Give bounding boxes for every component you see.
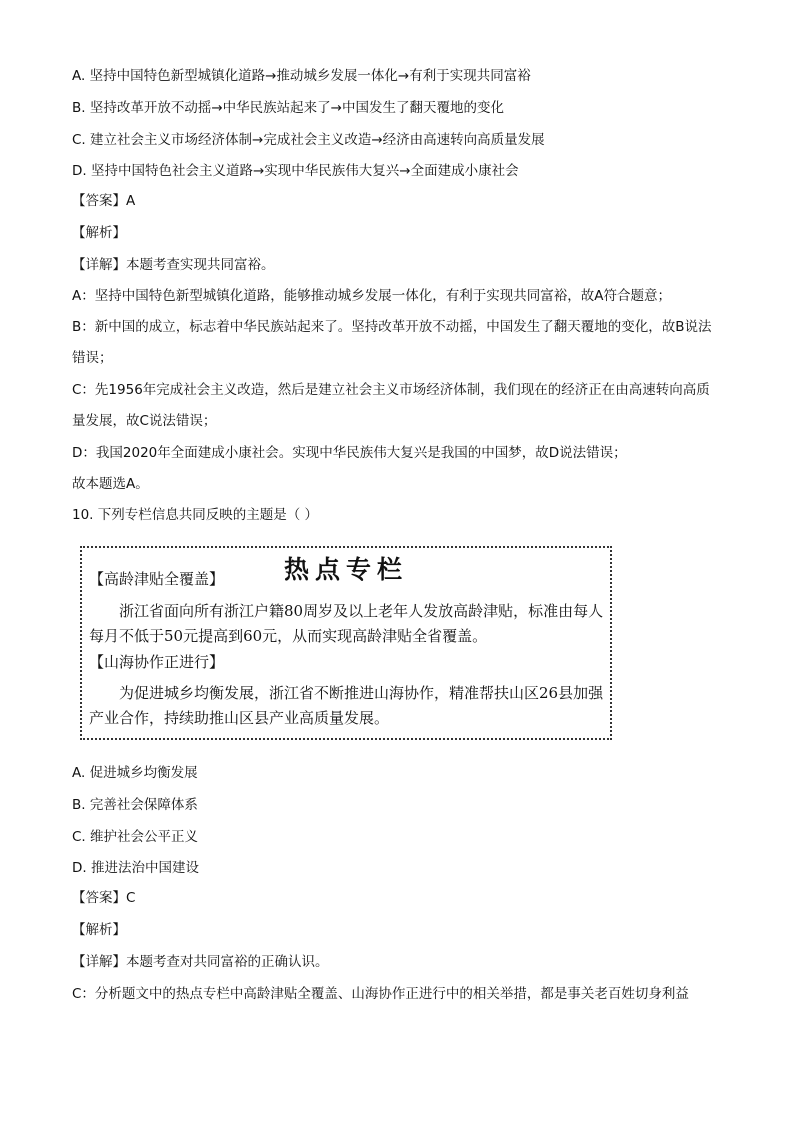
explain-a: A：坚持中国特色新型城镇化道路，能够推动城乡发展一体化，有利于实现共同富裕，故A符合题意； [72, 288, 671, 304]
q10-explain-c: C：分析题文中的热点专栏中高龄津贴全覆盖、山海协作正进行中的相关举措，都是事关老百姓切身利益 [72, 986, 689, 1002]
answer-label: 【答案】A [72, 193, 136, 209]
hot-topic-box [80, 546, 612, 740]
q10-option-d: D. 推进法治中国建设 [72, 860, 199, 876]
explain-b: B：新中国的成立，标志着中华民族站起来了。坚持改革开放不动摇，中国发生了翻天覆地的变化，故B说法错误； [72, 319, 712, 366]
detail-text: 【详解】本题考查实现共同富裕。 [72, 257, 275, 273]
hot-topic-title: 热点专栏 [283, 555, 408, 584]
hot-heading-collaboration: 【山海协作正进行】 [89, 653, 225, 671]
q10-analysis-label: 【解析】 [72, 922, 126, 938]
hot-para-collaboration: 为促进城乡均衡发展，浙江省不断推进山海协作，精准帮扶山区26县加强产业合作，持续助推山区县产业高质量发展。 [89, 684, 604, 727]
question-10-stem: 10. 下列专栏信息共同反映的主题是（ ） [72, 507, 319, 523]
analysis-label: 【解析】 [72, 225, 126, 241]
conclusion-text: 故本题选A。 [72, 476, 149, 492]
hot-heading-subsidy: 【高龄津贴全覆盖】 [89, 570, 225, 588]
explain-c: C：先1956年完成社会主义改造，然后是建立社会主义市场经济体制，我们现在的经济正在由高速转向高质量发展，故C说法错误； [72, 382, 710, 429]
q10-option-c: C. 维护社会公平正义 [72, 829, 199, 845]
option-d: D. 坚持中国特色社会主义道路→实现中华民族伟大复兴→全面建成小康社会 [72, 163, 519, 179]
hot-para-subsidy: 浙江省面向所有浙江户籍80周岁及以上老年人发放高龄津贴，标准由每人每月不低于50元提高到60元，从而实现高龄津贴全省覆盖。 [89, 602, 604, 645]
q10-option-b: B. 完善社会保障体系 [72, 797, 198, 813]
q10-detail-text: 【详解】本题考查对共同富裕的正确认识。 [72, 954, 329, 970]
option-a: A. 坚持中国特色新型城镇化道路→推动城乡发展一体化→有利于实现共同富裕 [72, 68, 531, 84]
option-b: B. 坚持改革开放不动摇→中华民族站起来了→中国发生了翻天覆地的变化 [72, 100, 504, 116]
explain-d: D：我国2020年全面建成小康社会。实现中华民族伟大复兴是我国的中国梦，故D说法错误； [72, 445, 627, 461]
option-c: C. 建立社会主义市场经济体制→完成社会主义改造→经济由高速转向高质量发展 [72, 132, 545, 148]
q10-option-a: A. 促进城乡均衡发展 [72, 765, 198, 781]
q10-answer-label: 【答案】C [72, 890, 136, 906]
